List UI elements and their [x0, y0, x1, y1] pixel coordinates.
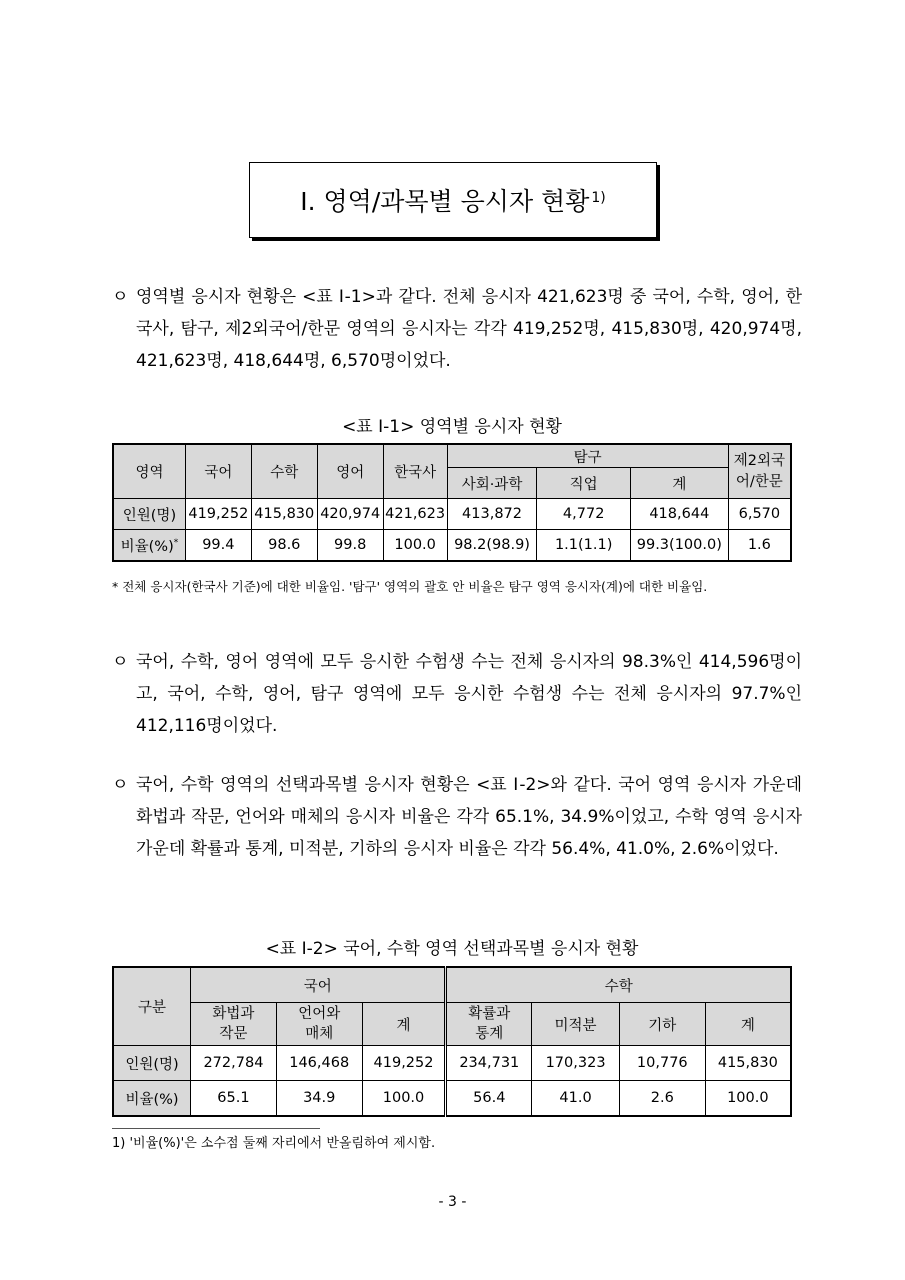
- table1-header-history: 한국사: [383, 444, 447, 499]
- table-cell: 56.4: [446, 1081, 532, 1117]
- table-cell: 146,468: [276, 1046, 362, 1081]
- table-cell: 99.3(100.0): [630, 530, 728, 562]
- paragraph-2-text: 국어, 수학, 영어 영역에 모두 응시한 수험생 수는 전체 응시자의 98.3%인 414,596명이고, 국어, 수학, 영어, 탐구 영역에 모두 응시한 수험생 수는 전체 응시자의 97.7%인 412,116명이었다.: [136, 652, 802, 736]
- paragraph-1: [112, 281, 802, 377]
- table2: [112, 966, 792, 1117]
- table2-header-korean: 국어: [191, 967, 446, 1003]
- table-cell: 98.6: [251, 530, 317, 562]
- table-cell: 4,772: [537, 499, 630, 530]
- title-footnote-ref: 1): [591, 190, 606, 206]
- table2-header-speech: 화법과 작문: [191, 1003, 277, 1046]
- table-cell: 234,731: [446, 1046, 532, 1081]
- table-row: [113, 530, 791, 562]
- page-number: - 3 -: [438, 1194, 467, 1210]
- table2-header-math: 수학: [446, 967, 791, 1003]
- table-cell: 98.2(98.9): [447, 530, 537, 562]
- row-label-mark: *: [173, 537, 179, 548]
- table-cell: 1.6: [728, 530, 791, 562]
- paragraph-3-text: 국어, 수학 영역의 선택과목별 응시자 현황은 <표 Ⅰ-2>와 같다. 국어 영역 응시자 가운데 화법과 작문, 언어와 매체의 응시자 비율은 각각 65.1%, 34.9%이었고, 수학 영역 응시자 가운데 확률과 통계, 미적분, 기하의 응시자 비율은 각각 56.4%, 41.0%, 2.6%이었다.: [136, 775, 802, 859]
- row-label: 비율(%): [113, 1081, 191, 1117]
- table2-header-m-total: 계: [705, 1003, 791, 1046]
- row-label: 인원(명): [113, 499, 185, 530]
- table1-header-row: [113, 444, 791, 468]
- bullet-icon: ㅇ: [112, 775, 129, 795]
- row-label-text: 비율(%): [120, 538, 174, 555]
- table-cell: 65.1: [191, 1081, 277, 1117]
- table1-header-korean: 국어: [185, 444, 251, 499]
- table2-header-category: 구분: [113, 967, 191, 1046]
- table-cell: 2.6: [619, 1081, 705, 1117]
- table-cell: 1.1(1.1): [537, 530, 630, 562]
- paragraph-2: [112, 646, 802, 742]
- table-cell: 170,323: [532, 1046, 620, 1081]
- table-cell: 100.0: [705, 1081, 791, 1117]
- section-title-text: Ⅰ. 영역/과목별 응시자 현황: [300, 187, 590, 216]
- table-cell: 99.4: [185, 530, 251, 562]
- bullet-icon: ㅇ: [112, 652, 129, 672]
- table-cell: 415,830: [705, 1046, 791, 1081]
- paragraph-1-text: 영역별 응시자 현황은 <표 Ⅰ-1>과 같다. 전체 응시자 421,623명 중 국어, 수학, 영어, 한국사, 탐구, 제2외국어/한문 영역의 응시자는 각각 419,252명, 415,830명, 420,974명, 421,623명, 418,644명, 6,570명이었다.: [136, 287, 802, 371]
- table1-header-social-science: 사회·과학: [447, 468, 537, 499]
- paragraph-3: [112, 769, 802, 865]
- table-cell: 100.0: [362, 1081, 446, 1117]
- table-row: [113, 1046, 791, 1081]
- row-label: 인원(명): [113, 1046, 191, 1081]
- table1-header-area: 영역: [113, 444, 185, 499]
- table2-header-k-total: 계: [362, 1003, 446, 1046]
- table1-header-english: 영어: [317, 444, 383, 499]
- table-cell: 418,644: [630, 499, 728, 530]
- table-cell: 421,623: [383, 499, 447, 530]
- table-cell: 99.8: [317, 530, 383, 562]
- table-cell: 34.9: [276, 1081, 362, 1117]
- table1-header-total: 계: [630, 468, 728, 499]
- table2-header-calculus: 미적분: [532, 1003, 620, 1046]
- table-row: [113, 1081, 791, 1117]
- table-row: [113, 499, 791, 530]
- table2-subheader-row: [113, 1003, 791, 1046]
- table1-header-math: 수학: [251, 444, 317, 499]
- table2-header-probability: 확률과 통계: [446, 1003, 532, 1046]
- table1: [112, 443, 792, 562]
- table-cell: 420,974: [317, 499, 383, 530]
- table-cell: 419,252: [362, 1046, 446, 1081]
- table-cell: 415,830: [251, 499, 317, 530]
- row-label: [113, 530, 185, 562]
- table1-header-vocational: 직업: [537, 468, 630, 499]
- table-cell: 419,252: [185, 499, 251, 530]
- table-cell: 272,784: [191, 1046, 277, 1081]
- footnote: 1) '비율(%)'은 소수점 둘째 자리에서 반올림하여 제시함.: [112, 1136, 436, 1151]
- bullet-icon: ㅇ: [112, 287, 129, 307]
- table1-note: * 전체 응시자(한국사 기준)에 대한 비율임. '탐구' 영역의 괄호 안 비율은 탐구 영역 응시자(계)에 대한 비율임.: [112, 579, 708, 594]
- table-cell: 10,776: [619, 1046, 705, 1081]
- table-cell: 6,570: [728, 499, 791, 530]
- table-cell: 100.0: [383, 530, 447, 562]
- table-cell: 41.0: [532, 1081, 620, 1117]
- table2-header-row: [113, 967, 791, 1003]
- table1-header-foreign: 제2외국어/한문: [728, 444, 791, 499]
- table2-header-language: 언어와 매체: [276, 1003, 362, 1046]
- table1-caption: <표 Ⅰ-1> 영역별 응시자 현황: [342, 417, 562, 437]
- table-cell: 413,872: [447, 499, 537, 530]
- footnote-separator: [112, 1128, 320, 1129]
- table2-caption: <표 Ⅰ-2> 국어, 수학 영역 선택과목별 응시자 현황: [265, 939, 639, 959]
- table1-header-inquiry: 탐구: [447, 444, 728, 468]
- table2-header-geometry: 기하: [619, 1003, 705, 1046]
- section-title: [249, 162, 657, 238]
